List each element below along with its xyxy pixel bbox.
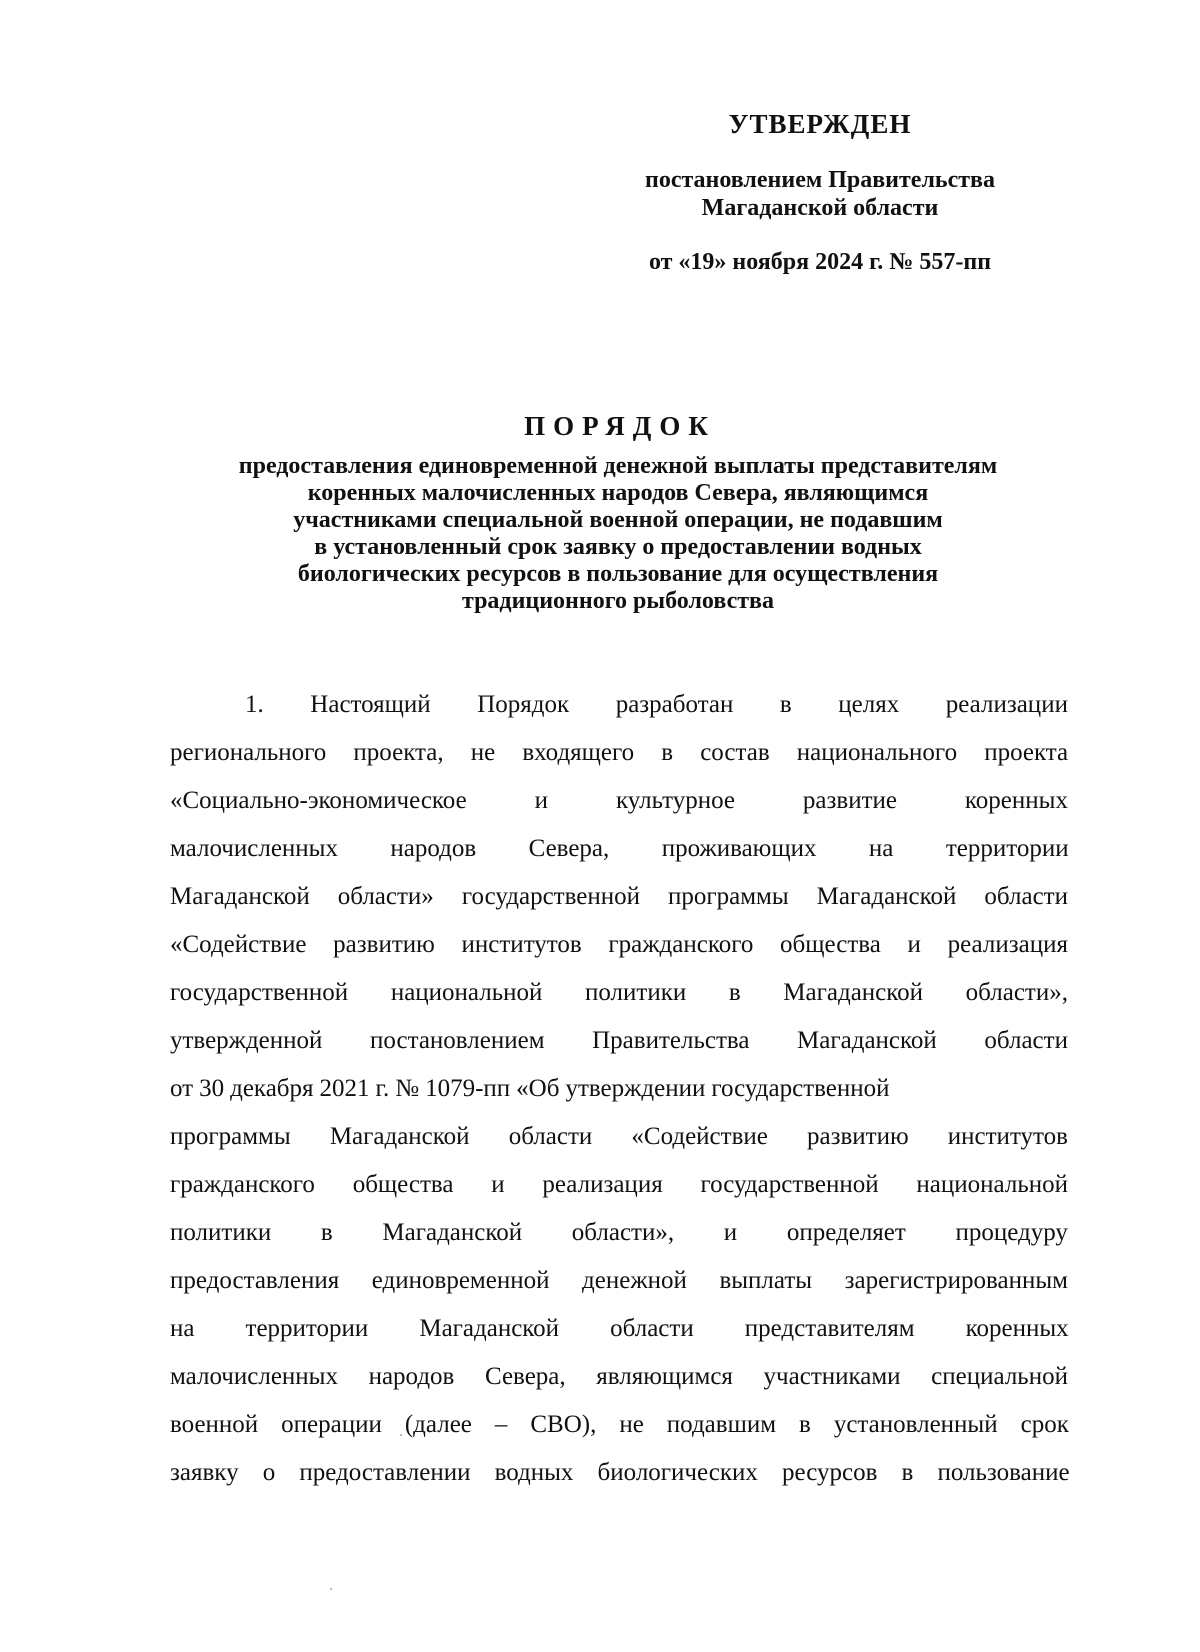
body-line: предоставления единовременной денежной выплаты зарегистрированным <box>170 1267 1068 1294</box>
body-line: военной операции (далее – СВО), не подавшим в установленный срок <box>170 1411 1069 1438</box>
approval-block <box>600 108 1040 276</box>
approval-decree-line-2: Магаданской области <box>701 195 939 221</box>
approval-decree <box>600 166 1040 222</box>
body-line: 1. Настоящий Порядок разработан в целях реализации <box>245 691 1068 718</box>
body-line: на территории Магаданской области представителям коренных <box>170 1315 1069 1342</box>
document-body <box>170 690 1068 1506</box>
body-line: малочисленных народов Севера, проживающих на территории <box>170 835 1069 862</box>
body-line: Магаданской области» государственной программы Магаданской области <box>170 883 1068 910</box>
approval-decree-line-1: постановлением Правительства <box>644 167 995 193</box>
body-line: программы Магаданской области «Содействие развитию институтов <box>170 1123 1068 1150</box>
subtitle-line: традиционного рыболовства <box>462 588 774 614</box>
scan-speck <box>330 1588 332 1590</box>
document-title: ПОРЯДОК <box>524 411 716 441</box>
body-line: от 30 декабря 2021 г. № 1079-пп «Об утверждении государственной <box>170 1075 890 1102</box>
body-line: государственной национальной политики в Магаданской области», <box>170 979 1068 1006</box>
subtitle-line: коренных малочисленных народов Севера, являющимся <box>307 480 929 506</box>
body-line: «Содействие развитию институтов гражданского общества и реализация <box>170 931 1068 958</box>
body-line: гражданского общества и реализация государственной национальной <box>170 1171 1068 1198</box>
subtitle-line: предоставления единовременной денежной выплаты представителям <box>238 453 998 479</box>
approval-decree-date: от «19» ноября 2024 г. № 557-пп <box>648 249 992 275</box>
subtitle-line: биологических ресурсов в пользование для осуществления <box>297 561 939 587</box>
body-line: малочисленных народов Севера, являющимся участниками специальной <box>170 1363 1068 1390</box>
body-line: утвержденной постановлением Правительства Магаданской области <box>170 1027 1068 1054</box>
body-line: регионального проекта, не входящего в состав национального проекта <box>170 739 1069 766</box>
approval-heading: УТВЕРЖДЕН <box>728 109 912 139</box>
subtitle-line: участниками специальной военной операции, не подавшим <box>293 507 943 533</box>
body-line: «Социально-экономическое и культурное развитие коренных <box>170 787 1068 814</box>
body-line: политики в Магаданской области», и определяет процедуру <box>170 1219 1068 1246</box>
document-subtitle <box>168 453 1068 615</box>
scan-speck <box>400 1434 402 1436</box>
subtitle-line: в установленный срок заявку о предоставлении водных <box>314 534 922 560</box>
body-line: заявку о предоставлении водных биологических ресурсов в пользование <box>170 1459 1070 1486</box>
